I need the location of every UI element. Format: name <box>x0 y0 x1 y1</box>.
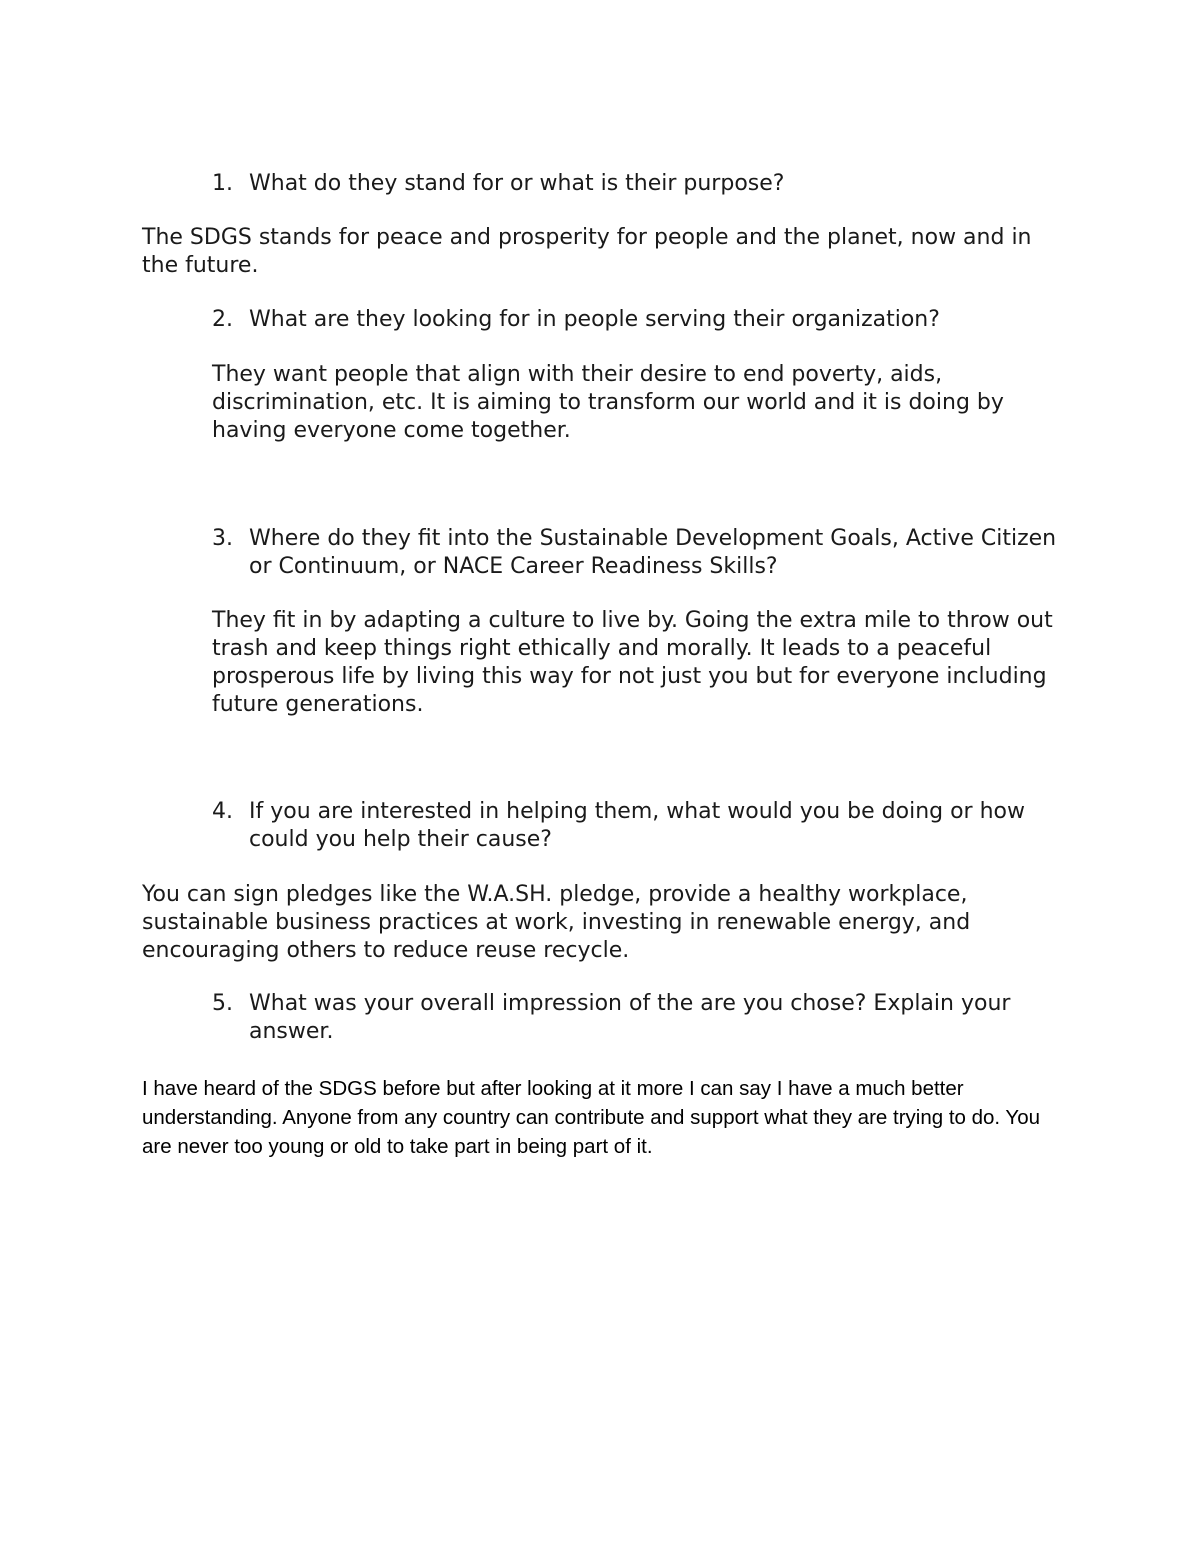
question-text: If you are interested in helping them, what would you be doing or how could you help their cause? <box>249 799 1025 852</box>
answer-5: I have heard of the SDGS before but after looking at it more I can say I have a much better understanding. Anyone from any country can contribute and support what they are trying to do. You are never too young or old to take part in being part of it. <box>142 1077 1041 1158</box>
answer-2: They want people that align with their desire to end poverty, aids, discrimination, etc. It is aiming to transform our world and it is doing by having everyone come together. <box>212 362 1004 443</box>
question-number: 1. <box>212 171 233 196</box>
question-number: 3. <box>212 526 233 551</box>
answer-1: The SDGS stands for peace and prosperity for people and the planet, now and in the future. <box>142 225 1032 278</box>
answer-4: You can sign pledges like the W.A.SH. pledge, provide a healthy workplace, sustainable business practices at work, investing in renewable energy, and encouraging others to reduce reuse recycle. <box>142 882 971 963</box>
question-text: What do they stand for or what is their purpose? <box>249 171 785 196</box>
question-text: What was your overall impression of the are you chose? Explain your answer. <box>249 991 1011 1044</box>
answer-3: They fit in by adapting a culture to live by. Going the extra mile to throw out trash and keep things right ethically and morally. It leads to a peaceful prosperous life by living this way for not just you but for everyone including future generations. <box>212 608 1053 717</box>
question-text: Where do they fit into the Sustainable Development Goals, Active Citizen or Continuum, or NACE Career Readiness Skills? <box>249 526 1057 579</box>
question-2 <box>212 306 1062 334</box>
question-text: What are they looking for in people serving their organization? <box>249 307 940 332</box>
question-number: 5. <box>212 991 233 1016</box>
question-number: 2. <box>212 307 233 332</box>
question-5 <box>212 990 1062 1046</box>
question-4 <box>212 798 1062 854</box>
question-3 <box>212 525 1062 581</box>
question-number: 4. <box>212 799 233 824</box>
question-1 <box>212 170 1062 198</box>
